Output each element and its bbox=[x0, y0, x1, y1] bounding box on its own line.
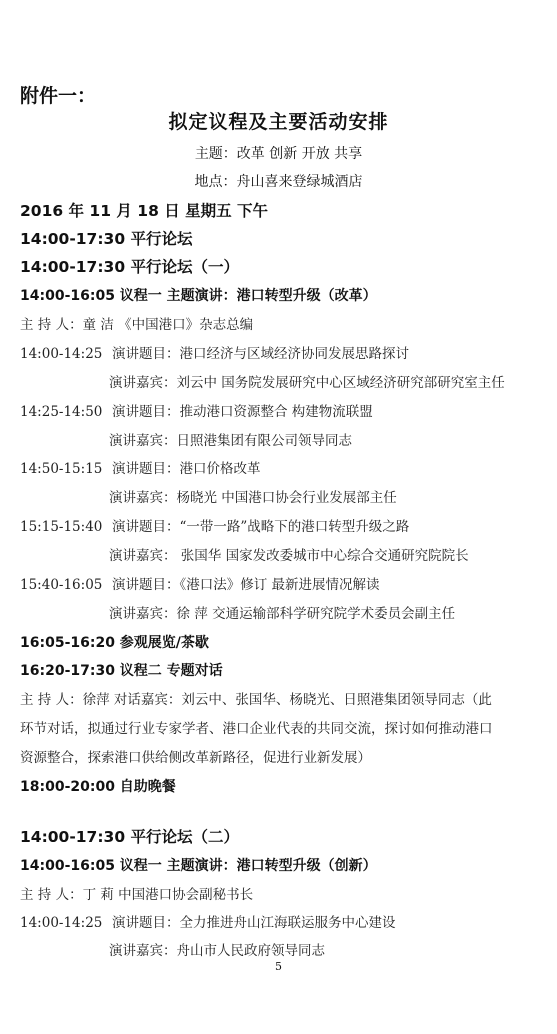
forum1-talk-5-speaker: 演讲嘉宾：徐 萍 交通运输部科学研究院学术委员会副主任 bbox=[109, 606, 456, 622]
forum1-talk-2-row bbox=[20, 402, 373, 422]
forum1-talk-1-speaker: 演讲嘉宾：刘云中 国务院发展研究中心区域经济研究部研究室主任 bbox=[109, 375, 505, 391]
talk-time: 14:00-14:25 bbox=[20, 346, 103, 362]
forum1-dialogue-line-3: 资源整合，探索港口供给侧改革新路径，促进行业新发展） bbox=[20, 750, 371, 766]
forum1-dialogue-line-1: 主 持 人：徐萍 对话嘉宾：刘云中、张国华、杨晓光、日照港集团领导同志（此 bbox=[20, 692, 492, 708]
forum2-host: 主 持 人：丁 莉 中国港口协会副秘书长 bbox=[20, 887, 254, 903]
forum1-dinner: 18:00-20:00 自助晚餐 bbox=[20, 779, 176, 795]
talk-topic: 演讲题目：港口经济与区域经济协同发展思路探讨 bbox=[112, 346, 409, 362]
talk-time: 14:00-14:25 bbox=[20, 915, 103, 931]
date-line: 2016 年 11 月 18 日 星期五 下午 bbox=[20, 202, 269, 220]
forum1-talk-3-row bbox=[20, 459, 261, 479]
talk-topic: 演讲题目：全力推进舟山江海联运服务中心建设 bbox=[112, 915, 396, 931]
forum1-talk-3-speaker: 演讲嘉宾：杨晓光 中国港口协会行业发展部主任 bbox=[109, 490, 397, 506]
talk-topic: 演讲题目：《港口法》修订 最新进展情况解读 bbox=[112, 577, 380, 593]
forum2-topic1-heading: 14:00-16:05 议程一 主题演讲：港口转型升级（创新） bbox=[20, 858, 377, 874]
talk-time: 14:50-15:15 bbox=[20, 461, 103, 477]
forum1-talk-1-row bbox=[20, 344, 409, 364]
forum2-talk-1-row bbox=[20, 913, 396, 933]
venue-line: 地点：舟山喜来登绿城酒店 bbox=[194, 174, 363, 190]
forum1-heading: 14:00-17:30 平行论坛（一） bbox=[20, 258, 240, 276]
talk-topic: 演讲题目：“一带一路”战略下的港口转型升级之路 bbox=[112, 519, 410, 535]
theme-line: 主题：改革 创新 开放 共享 bbox=[194, 146, 363, 162]
forum1-topic1-heading: 14:00-16:05 议程一 主题演讲：港口转型升级（改革） bbox=[20, 288, 377, 304]
talk-time: 14:25-14:50 bbox=[20, 404, 103, 420]
talk-topic: 演讲题目：港口价格改革 bbox=[112, 461, 261, 477]
forum1-talk-4-row bbox=[20, 517, 409, 537]
page-number: 5 bbox=[275, 960, 282, 973]
talk-time: 15:15-15:40 bbox=[20, 519, 103, 535]
forum1-topic2-heading: 16:20-17:30 议程二 专题对话 bbox=[20, 663, 223, 679]
forum2-talk-1-speaker: 演讲嘉宾：舟山市人民政府领导同志 bbox=[109, 943, 325, 959]
forum2-heading: 14:00-17:30 平行论坛（二） bbox=[20, 828, 240, 846]
parallel-forum-overview: 14:00-17:30 平行论坛 bbox=[20, 230, 193, 248]
forum1-break: 16:05-16:20 参观展览/茶歇 bbox=[20, 635, 209, 651]
document-title: 拟定议程及主要活动安排 bbox=[168, 111, 389, 133]
talk-topic: 演讲题目：推动港口资源整合 构建物流联盟 bbox=[112, 404, 373, 420]
talk-time: 15:40-16:05 bbox=[20, 577, 103, 593]
annex-label: 附件一： bbox=[20, 85, 97, 107]
forum1-talk-5-row bbox=[20, 575, 380, 595]
forum1-talk-2-speaker: 演讲嘉宾：日照港集团有限公司领导同志 bbox=[109, 433, 352, 449]
forum1-dialogue-line-2: 环节对话，拟通过行业专家学者、港口企业代表的共同交流，探讨如何推动港口 bbox=[20, 721, 493, 737]
forum1-talk-4-speaker: 演讲嘉宾： 张国华 国家发改委城市中心综合交通研究院院长 bbox=[109, 548, 469, 564]
forum1-host: 主 持 人：童 洁 《中国港口》杂志总编 bbox=[20, 317, 254, 333]
